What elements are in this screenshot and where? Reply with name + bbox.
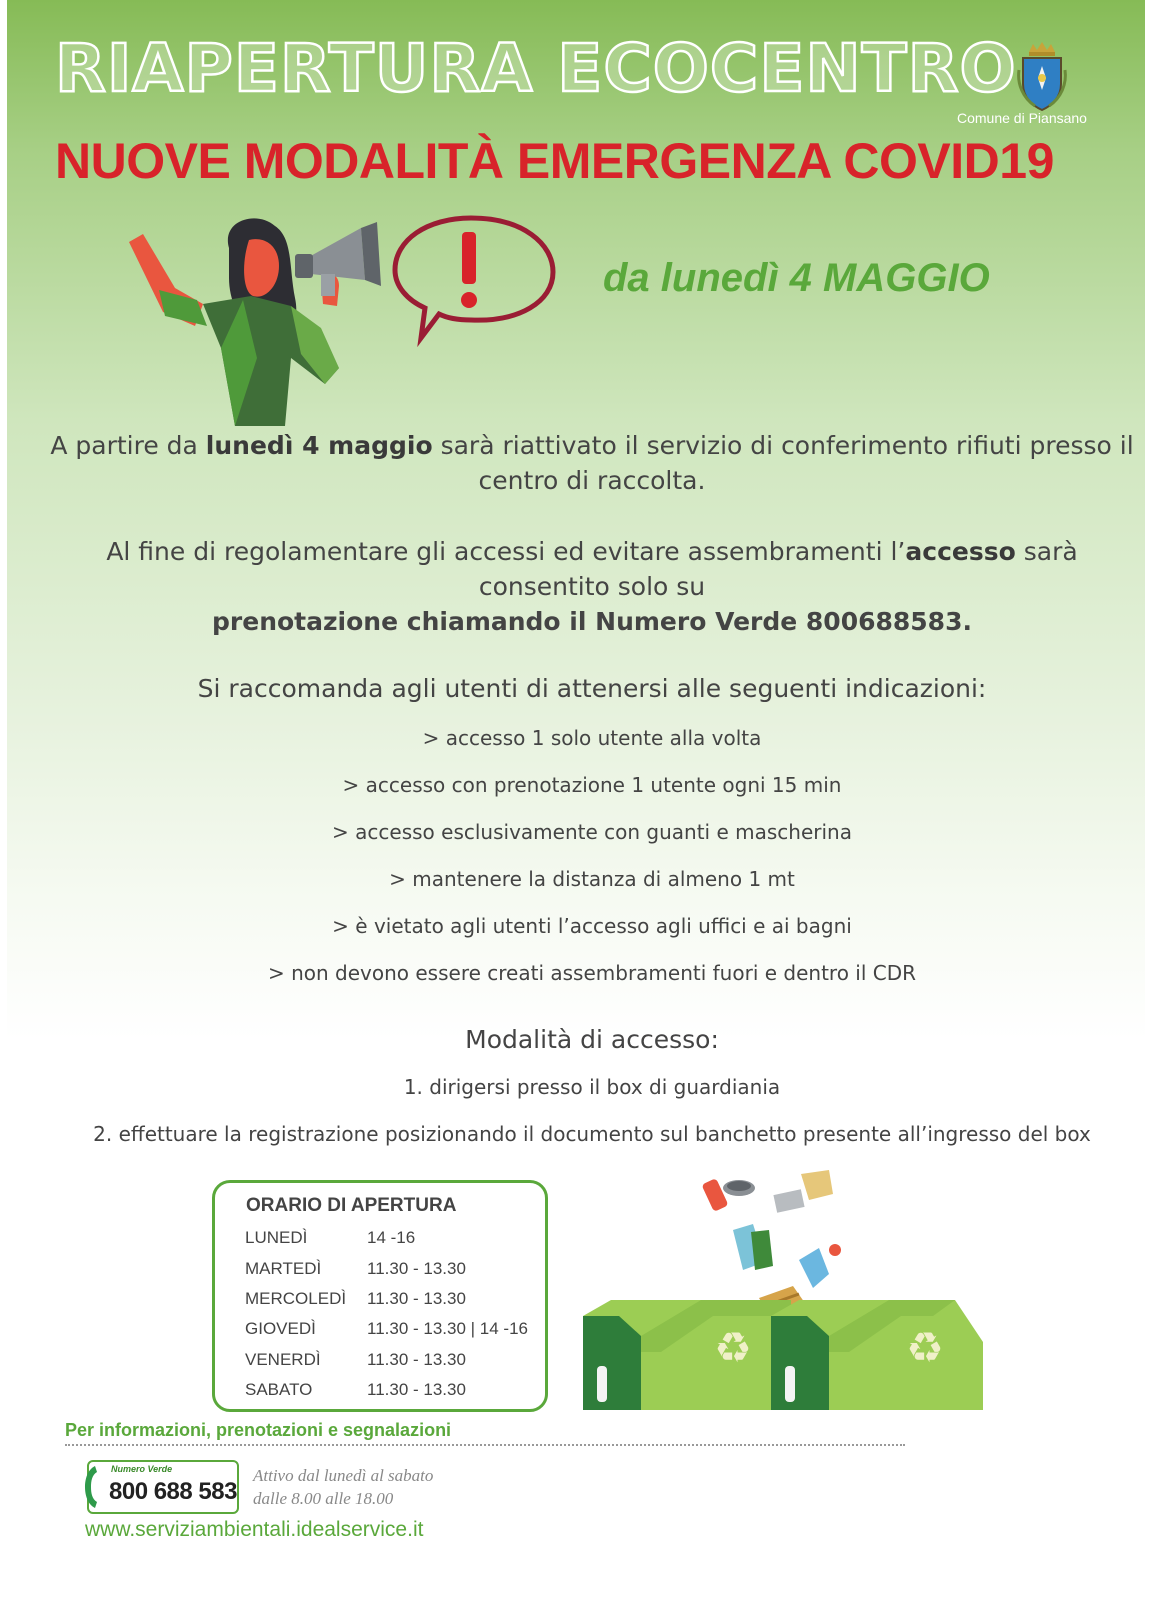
table-row	[243, 1375, 532, 1405]
list-item: > è vietato agli utenti l’accesso agli uffici e ai bagni	[332, 914, 852, 938]
recycle-icon: ♻	[714, 1323, 752, 1372]
intro-text: A partire da	[50, 431, 206, 460]
recommendations-title: Si raccomanda agli utenti di attenersi alle seguenti indicazioni:	[197, 674, 987, 703]
access-steps	[47, 1074, 1137, 1168]
table-row	[243, 1284, 532, 1314]
day-cell: MERCOLEDÌ	[245, 1288, 347, 1308]
time-cell: 11.30 - 13.30	[367, 1258, 466, 1278]
list-item: > accesso esclusivamente con guanti e mascherina	[332, 820, 852, 844]
numero-verde-badge[interactable]	[87, 1460, 239, 1514]
table-row	[243, 1223, 532, 1253]
comune-label: Comune di Piansano	[957, 110, 1087, 126]
crest-icon	[1015, 40, 1069, 112]
recycle-icon: ♻	[906, 1323, 944, 1372]
website-link[interactable]: www.serviziambientali.idealservice.it	[85, 1518, 424, 1541]
waste-items-icon	[701, 1170, 841, 1322]
day-cell: SABATO	[245, 1380, 313, 1400]
access-text: Al fine di regolamentare gli accessi ed evitare assembramenti l’	[106, 537, 906, 566]
recommendations-list	[47, 725, 1137, 1007]
divider	[65, 1444, 905, 1446]
time-cell: 11.30 - 13.30	[367, 1349, 466, 1369]
service-hours-line: Attivo dal lunedì al sabato	[253, 1466, 434, 1485]
booking-paragraph: prenotazione chiamando il Numero Verde 800688583.	[212, 607, 972, 636]
info-title: Per informazioni, prenotazioni e segnalazioni	[65, 1420, 452, 1440]
intro-date-bold: lunedì 4 maggio	[205, 431, 433, 460]
list-item: > accesso con prenotazione 1 utente ogni 15 min	[342, 773, 842, 797]
opening-hours-title: ORARIO DI APERTURA	[246, 1195, 457, 1216]
day-cell: LUNEDÌ	[245, 1228, 308, 1248]
list-item: 2. effettuare la registrazione posizionando il documento sul banchetto presente all’ingresso del box	[93, 1122, 1091, 1146]
access-text-after: sarà consentito solo su	[478, 537, 1078, 601]
table-row	[243, 1253, 532, 1283]
table-row	[243, 1314, 532, 1344]
page-title: RIAPERTURA ECOCENTRO	[55, 30, 1017, 107]
time-cell: 11.30 - 13.30 | 14 -16	[367, 1319, 528, 1339]
table-row	[243, 1345, 532, 1375]
intro-paragraph-2	[47, 534, 1137, 604]
opening-hours-table	[243, 1223, 532, 1405]
day-cell: VENERDÌ	[245, 1349, 321, 1369]
time-cell: 11.30 - 13.30	[367, 1288, 466, 1308]
service-hours	[253, 1464, 433, 1510]
intro-text-after: sarà riattivato il servizio di conferimento rifiuti presso il centro di raccolta.	[432, 431, 1134, 495]
megaphone-woman-illustration	[125, 208, 565, 426]
page-subtitle: NUOVE MODALITÀ EMERGENZA COVID19	[55, 133, 1054, 189]
time-cell: 11.30 - 13.30	[367, 1380, 466, 1400]
list-item: > mantenere la distanza di almeno 1 mt	[389, 867, 795, 891]
opening-hours-box	[212, 1180, 548, 1412]
day-cell: GIOVEDÌ	[245, 1319, 316, 1339]
list-item: 1. dirigersi presso il box di guardiania	[403, 1075, 781, 1099]
time-cell: 14 -16	[367, 1228, 416, 1248]
poster	[7, 0, 1145, 1598]
phone-icon	[83, 1464, 99, 1510]
numero-verde-label: Numero Verde	[111, 1464, 173, 1474]
start-date: da lunedì 4 MAGGIO	[603, 256, 990, 300]
list-item: > non devono essere creati assembramenti fuori e dentro il CDR	[267, 961, 917, 985]
intro-paragraph-1	[47, 428, 1137, 498]
access-bold: accesso	[905, 537, 1016, 566]
numero-verde-number: 800 688 583	[109, 1478, 237, 1505]
recycling-bins-illustration	[583, 1166, 993, 1418]
access-title: Modalità di accesso:	[465, 1025, 719, 1054]
day-cell: MARTEDÌ	[245, 1258, 322, 1278]
service-hours-line: dalle 8.00 alle 18.00	[253, 1489, 394, 1508]
list-item: > accesso 1 solo utente alla volta	[422, 726, 762, 750]
